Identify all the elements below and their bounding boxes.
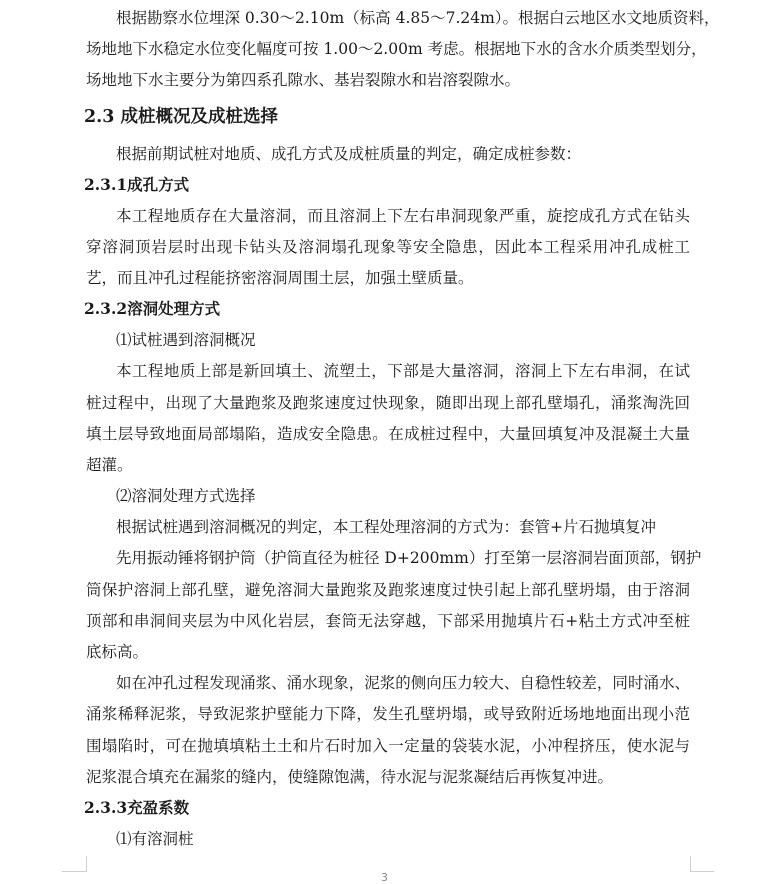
body-text-line: 根据试桩遇到溶洞概况的判定，本工程处理溶洞的方式为：套管+片石抛填复冲 [116,518,656,536]
body-text-line: 填土层导致地面局部塌陷，造成安全隐患。在成桩过程中，大量回填复冲及混凝土大量 [86,425,690,443]
subheading: ⑴有溶洞桩 [116,830,194,848]
section-heading-2-3-1: 2.3.1成孔方式 [84,175,190,194]
body-text-line: 本工程地质存在大量溶洞，而且溶洞上下左右串洞现象严重，旋挖成孔方式在钻头 [116,207,690,225]
body-text-line: 艺，而且冲孔过程能挤密溶洞周围土层，加强土壁质量。 [86,269,474,287]
body-text-line: 桩过程中，出现了大量跑浆及跑浆速度过快现象，随即出现上部孔壁塌孔，涌浆淘洗回 [86,394,690,412]
body-text-line: 如在冲孔过程发现涌浆、涌水现象，泥浆的侧向压力较大、自稳性较差，同时涌水、 [116,674,690,692]
body-text-line: 筒保护溶洞上部孔壁，避免溶洞大量跑浆及跑浆速度过快引起上部孔壁坍塌，由于溶洞 [86,581,690,599]
body-text-line: 底标高。 [86,643,149,661]
body-text-line: 先用振动锤将钢护筒（护筒直径为桩径 D+200mm）打至第一层溶洞岩面顶部，钢护 [116,549,702,567]
body-text-line: 根据勘察水位埋深 0.30～2.10m（标高 4.85～7.24m）。根据白云地区水文地质资料， [116,9,720,27]
crop-mark [62,871,86,872]
crop-mark [86,856,87,872]
body-text-line: 穿溶洞顶岩层时出现卡钻头及溶洞塌孔现象等安全隐患，因此本工程采用冲孔成桩工 [86,238,690,256]
body-text-line: 围塌陷时，可在抛填填粘土土和片石时加入一定量的袋装水泥，小冲程挤压，使水泥与 [86,737,690,755]
subheading: ⑵溶洞处理方式选择 [116,487,256,505]
body-text-line: 场地地下水稳定水位变化幅度可按 1.00～2.00m 考虑。根据地下水的含水介质类型划分， [86,40,707,58]
body-text-line: 泥浆混合填充在漏浆的缝内，使缝隙饱满，待水泥与泥浆凝结后再恢复冲进。 [86,768,614,786]
body-text-line: 超灌。 [86,456,133,474]
body-text-line: 本工程地质上部是新回填土、流塑土，下部是大量溶洞，溶洞上下左右串洞，在试 [116,362,690,380]
body-text-line: 根据前期试桩对地质、成孔方式及成桩质量的判定，确定成桩参数： [116,145,582,163]
subheading: ⑴试桩遇到溶洞概况 [116,331,256,349]
section-heading-2-3-3: 2.3.3充盈系数 [84,798,190,817]
section-heading-2-3-2: 2.3.2溶洞处理方式 [84,299,221,318]
section-heading-2-3: 2.3 成桩概况及成桩选择 [84,107,279,127]
crop-mark [690,871,714,872]
body-text-line: 涌浆稀释泥浆，导致泥浆护壁能力下降，发生孔壁坍塌，或导致附近场地地面出现小范 [86,705,690,723]
body-text-line: 顶部和串洞间夹层为中风化岩层，套筒无法穿越，下部采用抛填片石+粘土方式冲至桩 [86,612,690,630]
body-text-line: 场地地下水主要分为第四系孔隙水、基岩裂隙水和岩溶裂隙水。 [86,71,521,89]
crop-mark [690,856,691,872]
page-number: 3 [381,871,388,884]
